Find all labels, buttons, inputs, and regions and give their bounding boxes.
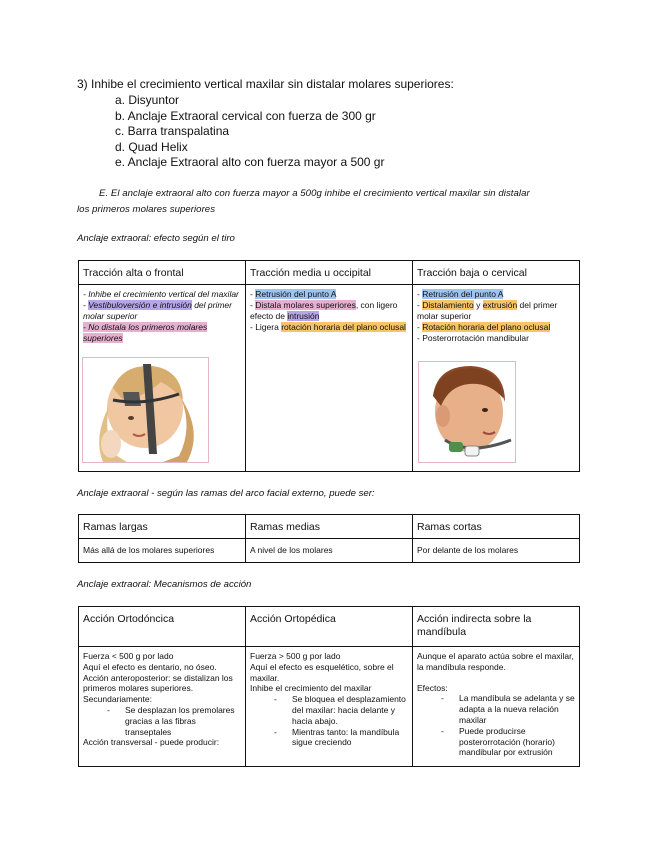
header-traccion-alta: Tracción alta o frontal [79,261,246,285]
media-line-2-pre: - [250,300,256,310]
header-ramas-medias: Ramas medias [246,515,413,539]
alta-line-1: - Inhibe el crecimiento vertical del maxilar [83,289,239,299]
media-line-3 [250,322,408,333]
media-line-2 [250,300,408,322]
alta-highlight-no-distala: - No distala los primeros molares superiores [83,322,208,343]
baja-line-2-post: del primer molar superior [417,300,558,321]
ortodoncica-line-4: Acción transversal - puede producir: [83,737,220,748]
answer-options [115,93,384,171]
cell-ramas-medias: A nivel de los molares [246,539,413,563]
cervical-headgear-illustration [418,361,516,463]
baja-highlight-rotacion: Rotación horaria del plano oclusal [422,322,551,332]
baja-line-2-mid: y [473,300,483,310]
baja-highlight-distalamiento: Distalamiento [422,300,474,310]
ortopedica-line-3: Inhibe el crecimiento del maxilar [250,683,372,694]
ortodoncica-line-1: Fuerza < 500 g por lado [83,651,174,661]
option-c: c. Barra transpalatina [115,124,230,138]
ortodoncica-bullets [83,705,241,737]
media-highlight-retrusion: Retrusión del punto A [255,289,337,299]
alta-highlight-vestibuloversion: Vestibuloversión e intrusión [88,300,192,310]
cell-ramas-cortas: Por delante de los molares [413,539,580,563]
header-ramas-cortas: Ramas cortas [413,515,580,539]
baja-line-2 [417,300,575,322]
alta-line-2-post: del primer molar superior [83,300,232,321]
indirecta-bullet-2: - Puede producirse posterorrotación (horario) mandibular por extrusión [417,726,575,758]
media-highlight-distala: Distala molares superiores [255,300,356,310]
media-line-3-pre: - Ligera [250,322,282,332]
header-accion-indirecta: Acción indirecta sobre la mandíbula [413,607,580,647]
indirecta-line-2: Efectos: [417,682,448,693]
media-line-1 [250,289,408,300]
alta-line-3 [83,322,241,344]
baja-highlight-retrusion: Retrusión del punto A [422,289,504,299]
alta-line-2 [83,300,241,322]
alta-line-2-pre: - [83,300,89,310]
ortodoncica-line-3: Acción anteroposterior: se distalizan los primeros molares superiores. Secundariamente: [83,672,233,705]
ortopedica-bullet-1: - Se bloquea el desplazamiento del maxilar: hacia delante y hacia abajo. [250,694,408,726]
cell-accion-ortopedica [246,647,413,767]
cell-traccion-media [246,285,413,472]
ortodoncica-bullet-1: - Se desplazan los premolares gracias a las fibras transeptales [83,705,241,737]
ortodoncica-line-2: Aquí el efecto es dentario, no óseo. [83,661,217,672]
ortopedica-line-2: Aquí el efecto es esquelético, sobre el maxilar. [250,661,394,683]
answer-line-2: los primeros molares superiores [77,204,216,215]
baja-line-1-pre: - [417,289,423,299]
media-line-1-pre: - [250,289,256,299]
header-traccion-media: Tracción media u occipital [246,261,413,285]
header-accion-ortopedica: Acción Ortopédica [246,607,413,647]
cell-accion-indirecta [413,647,580,767]
ortopedica-line-1: Fuerza > 500 g por lado [250,651,341,661]
ortopedica-bullets [250,694,408,748]
baja-line-1 [417,289,575,300]
high-pull-headgear-illustration [82,357,209,463]
ortopedica-bullet-2: - Mientras tanto: la mandíbula sigue creciendo [250,727,408,749]
cell-accion-ortodoncica [79,647,246,767]
option-a: a. Disyuntor [115,93,180,107]
option-e: e. Anclaje Extraoral alto con fuerza mayor a 500 gr [115,155,385,169]
indirecta-spacer [417,673,575,683]
option-b: b. Anclaje Extraoral cervical con fuerza de 300 gr [115,108,376,123]
header-traccion-baja: Tracción baja o cervical [413,261,580,285]
section-title-mecanismos: Anclaje extraoral: Mecanismos de acción [77,579,252,590]
baja-line-3 [417,322,575,333]
media-highlight-rotacion: rotación horaria del plano oclusal [281,322,406,332]
baja-line-2-pre: - [417,300,423,310]
baja-highlight-extrusion: extrusión [482,300,518,310]
section-title-ramas: Anclaje extraoral - según las ramas del arco facial externo, puede ser: [77,488,375,499]
table-ramas [78,514,580,563]
media-line-2-mid: , con ligero efecto de [250,300,398,321]
media-highlight-intrusion: intrusión [287,311,320,321]
header-accion-ortodoncica: Acción Ortodóncica [79,607,246,647]
indirecta-line-1: Aunque el aparato actúa sobre el maxilar, la mandíbula responde. [417,651,574,672]
section-title-tiro: Anclaje extraoral: efecto según el tiro [77,233,235,244]
indirecta-bullet-1: - La mandíbula se adelanta y se adapta a la nueva relación maxilar [417,693,575,725]
question-title: 3) Inhibe el crecimiento vertical maxilar sin distalar molares superiores: [77,77,454,91]
baja-line-3-pre: - [417,322,423,332]
indirecta-bullets [417,693,575,758]
cell-ramas-largas: Más allá de los molares superiores [79,539,246,563]
answer-line-1: E. El anclaje extraoral alto con fuerza mayor a 500g inhibe el crecimiento vertical maxilar sin distalar [99,188,530,199]
table-mecanismos [78,606,580,767]
baja-line-4: - Posterorrotación mandibular [417,333,529,343]
option-d: d. Quad Helix [115,139,188,154]
header-ramas-largas: Ramas largas [79,515,246,539]
answer-explanation [77,186,582,218]
